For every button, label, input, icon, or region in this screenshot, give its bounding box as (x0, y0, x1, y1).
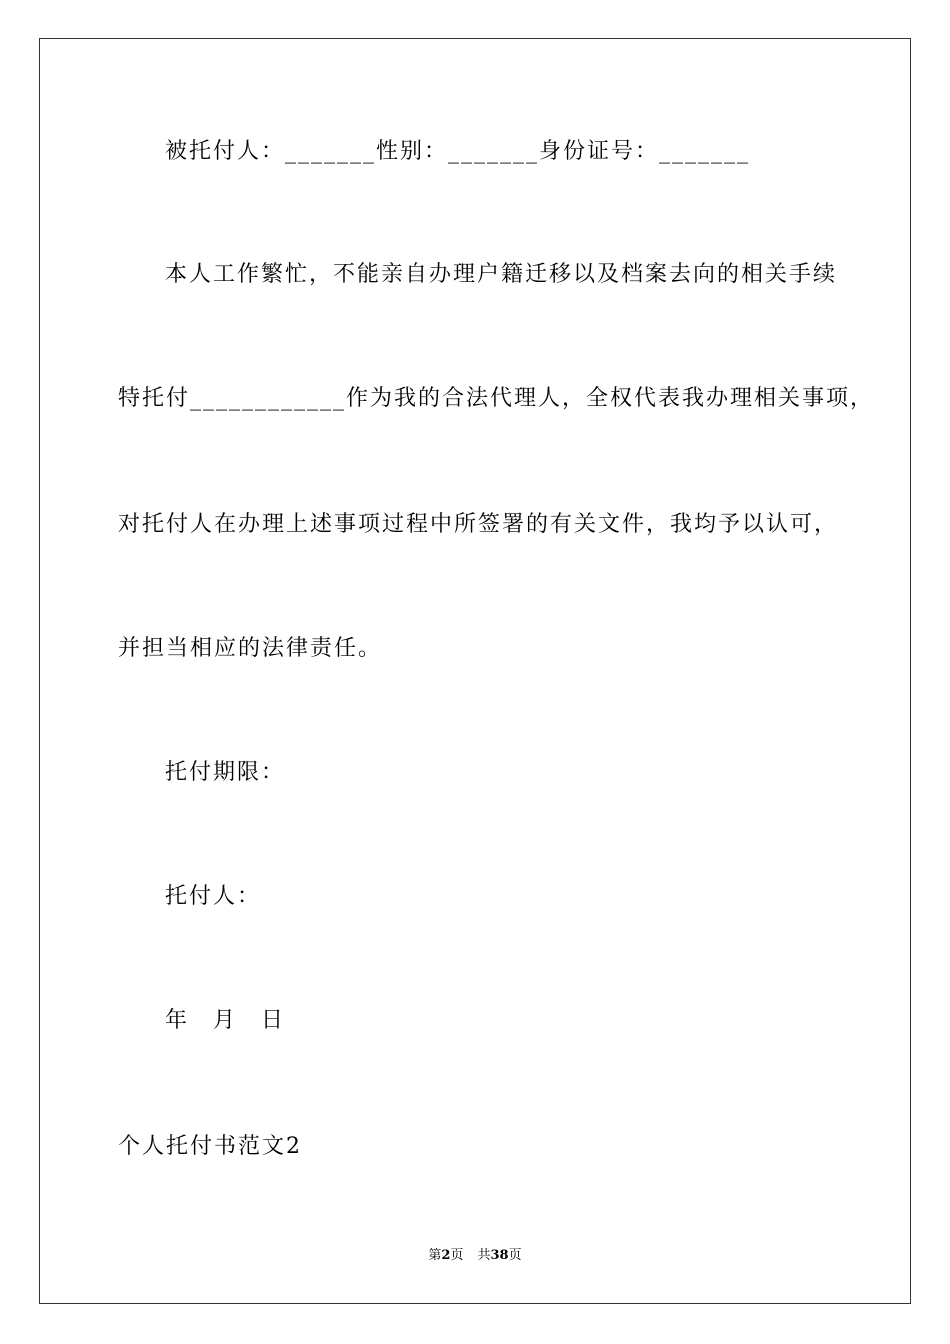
body-paragraph-line-1: 本人工作繁忙，不能亲自办理户籍迁移以及档案去向的相关手续 (165, 262, 838, 287)
principal-info-line: 被托付人：_______性别：_______身份证号：_______ (165, 139, 751, 164)
footer-page-suffix: 页 (450, 1248, 464, 1263)
signatory-label: 托付人： (165, 884, 262, 909)
page-border (39, 38, 911, 1304)
date-year: 年 (165, 1008, 190, 1033)
footer-page-number: 2 (441, 1248, 451, 1263)
footer-total-suffix: 页 (508, 1248, 522, 1263)
body-paragraph-line-2: 特托付____________作为我的合法代理人，全权代表我办理相关事项， (118, 386, 875, 411)
page-footer (0, 1247, 950, 1265)
body-paragraph-line-3: 对托付人在办理上述事项过程中所签署的有关文件，我均予以认可， (118, 512, 839, 537)
term-label: 托付期限： (165, 760, 286, 785)
footer-total-prefix: 共 (477, 1248, 491, 1263)
section-title: 个人托付书范文2 (118, 1134, 302, 1159)
body-paragraph-line-4: 并担当相应的法律责任。 (118, 636, 383, 661)
date-month: 月 (213, 1008, 238, 1033)
footer-page-prefix: 第 (428, 1248, 442, 1263)
date-day: 日 (261, 1008, 286, 1033)
footer-total-pages: 38 (490, 1248, 509, 1263)
date-line (165, 1006, 285, 1036)
